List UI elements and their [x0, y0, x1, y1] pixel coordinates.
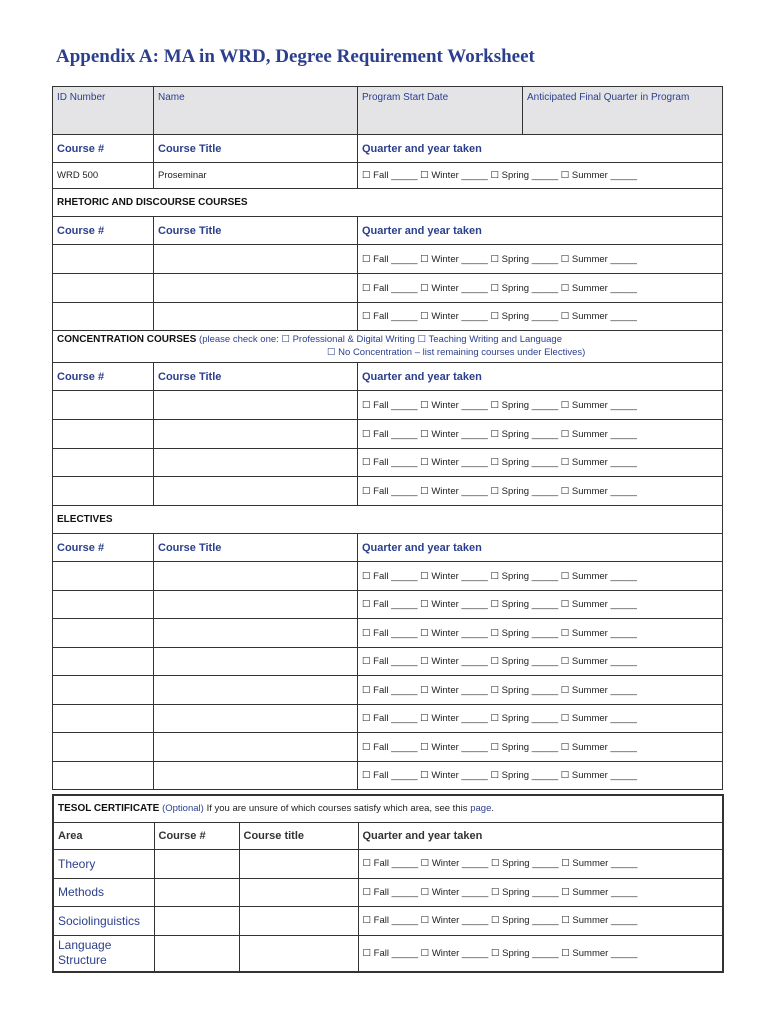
course-num-cell[interactable]: [154, 849, 239, 878]
course-num-cell[interactable]: [53, 420, 154, 449]
course-num-cell: WRD 500: [53, 163, 154, 189]
course-num-cell[interactable]: [53, 676, 154, 705]
course-num-header: Course #: [154, 822, 239, 849]
quarter-checkboxes[interactable]: ☐ Fall _____ ☐ Winter _____ ☐ Spring _____ ☐ Summer _____: [358, 906, 723, 935]
course-title-header: Course Title: [154, 363, 358, 391]
page-title: Appendix A: MA in WRD, Degree Requirement Worksheet: [56, 46, 535, 67]
tesol-table: [52, 794, 724, 973]
name-cell[interactable]: [154, 87, 358, 135]
table-row: [53, 619, 723, 648]
table-row: [53, 705, 723, 733]
course-title-cell[interactable]: [154, 245, 358, 274]
electives-section-label: ELECTIVES: [53, 506, 723, 534]
course-num-header: Course #: [53, 363, 154, 391]
table-row: [53, 274, 723, 303]
quarter-checkboxes[interactable]: ☐ Fall _____ ☐ Winter _____ ☐ Spring _____ ☐ Summer _____: [358, 562, 723, 591]
course-title-cell[interactable]: [154, 449, 358, 477]
quarter-checkboxes[interactable]: ☐ Fall _____ ☐ Winter _____ ☐ Spring _____ ☐ Summer _____: [358, 733, 723, 762]
course-num-header: Course #: [53, 534, 154, 562]
table-row: [53, 420, 723, 449]
quarter-checkboxes[interactable]: ☐ Fall _____ ☐ Winter _____ ☐ Spring _____ ☐ Summer _____: [358, 303, 723, 331]
course-title-header: Course title: [239, 822, 358, 849]
course-title-cell[interactable]: [154, 420, 358, 449]
table-row: [53, 906, 723, 935]
quarter-checkboxes[interactable]: ☐ Fall _____ ☐ Winter _____ ☐ Spring _____ ☐ Summer _____: [358, 420, 723, 449]
course-num-cell[interactable]: [53, 391, 154, 420]
quarter-checkboxes[interactable]: ☐ Fall _____ ☐ Winter _____ ☐ Spring _____ ☐ Summer _____: [358, 245, 723, 274]
quarter-checkboxes[interactable]: ☐ Fall _____ ☐ Winter _____ ☐ Spring _____ ☐ Summer _____: [358, 274, 723, 303]
course-title-cell[interactable]: [239, 935, 358, 972]
course-num-cell[interactable]: [53, 477, 154, 506]
course-title-header: Course Title: [154, 217, 358, 245]
quarter-checkboxes[interactable]: ☐ Fall _____ ☐ Winter _____ ☐ Spring _____ ☐ Summer _____: [358, 163, 723, 189]
rhetoric-section-label: RHETORIC AND DISCOURSE COURSES: [53, 189, 723, 217]
table-row: [53, 449, 723, 477]
course-title-cell: Proseminar: [154, 163, 358, 189]
area-theory: Theory: [53, 849, 154, 878]
quarter-header: Quarter and year taken: [358, 822, 723, 849]
quarter-header: Quarter and year taken: [358, 217, 723, 245]
course-num-cell[interactable]: [53, 648, 154, 676]
course-title-cell[interactable]: [154, 762, 358, 790]
course-title-cell[interactable]: [154, 733, 358, 762]
course-title-cell[interactable]: [239, 878, 358, 906]
course-num-cell[interactable]: [53, 303, 154, 331]
course-title-cell[interactable]: [154, 705, 358, 733]
tesol-note: If you are unsure of which courses satisfy which area, see this: [206, 803, 468, 815]
course-title-cell[interactable]: [154, 619, 358, 648]
no-concentration-option[interactable]: ☐ No Concentration – list remaining courses under Electives): [327, 347, 586, 358]
course-title-cell[interactable]: [154, 391, 358, 420]
course-title-header: Course Title: [154, 135, 358, 163]
course-title-cell[interactable]: [154, 591, 358, 619]
quarter-header: Quarter and year taken: [358, 363, 723, 391]
id-number-label: ID Number: [57, 92, 106, 103]
course-title-cell[interactable]: [154, 676, 358, 705]
concentration-section-label: CONCENTRATION COURSES: [57, 334, 197, 345]
quarter-checkboxes[interactable]: ☐ Fall _____ ☐ Winter _____ ☐ Spring _____ ☐ Summer _____: [358, 705, 723, 733]
tesol-optional: (Optional): [162, 803, 204, 815]
name-label: Name: [158, 92, 185, 103]
table-row: [53, 562, 723, 591]
quarter-checkboxes[interactable]: ☐ Fall _____ ☐ Winter _____ ☐ Spring _____ ☐ Summer _____: [358, 762, 723, 790]
course-title-header: Course Title: [154, 534, 358, 562]
table-row: [53, 878, 723, 906]
course-num-cell[interactable]: [154, 878, 239, 906]
quarter-checkboxes[interactable]: ☐ Fall _____ ☐ Winter _____ ☐ Spring _____ ☐ Summer _____: [358, 849, 723, 878]
concentration-section: [53, 331, 723, 363]
table-row: [53, 762, 723, 790]
course-num-cell[interactable]: [53, 562, 154, 591]
course-title-cell[interactable]: [154, 303, 358, 331]
start-date-cell[interactable]: [358, 87, 523, 135]
course-num-cell[interactable]: [53, 619, 154, 648]
course-title-cell[interactable]: [154, 477, 358, 506]
course-num-header: Course #: [53, 135, 154, 163]
table-row: [53, 245, 723, 274]
worksheet-table: [52, 86, 723, 790]
course-num-cell[interactable]: [53, 762, 154, 790]
course-num-cell[interactable]: [53, 591, 154, 619]
course-num-cell[interactable]: [53, 449, 154, 477]
course-title-cell[interactable]: [154, 648, 358, 676]
start-date-label: Program Start Date: [362, 92, 449, 103]
quarter-checkboxes[interactable]: ☐ Fall _____ ☐ Winter _____ ☐ Spring _____ ☐ Summer _____: [358, 935, 723, 972]
course-title-cell[interactable]: [154, 562, 358, 591]
quarter-header: Quarter and year taken: [358, 135, 723, 163]
course-num-cell[interactable]: [154, 906, 239, 935]
course-num-cell[interactable]: [154, 935, 239, 972]
course-title-cell[interactable]: [239, 849, 358, 878]
course-title-cell[interactable]: [239, 906, 358, 935]
table-row: [53, 733, 723, 762]
area-sociolinguistics: Sociolinguistics: [53, 906, 154, 935]
quarter-checkboxes[interactable]: ☐ Fall _____ ☐ Winter _____ ☐ Spring _____ ☐ Summer _____: [358, 676, 723, 705]
quarter-checkboxes[interactable]: ☐ Fall _____ ☐ Winter _____ ☐ Spring _____ ☐ Summer _____: [358, 878, 723, 906]
table-row: [53, 591, 723, 619]
tesol-title: TESOL CERTIFICATE: [58, 803, 160, 815]
quarter-header: Quarter and year taken: [358, 534, 723, 562]
area-header: Area: [53, 822, 154, 849]
course-num-cell[interactable]: [53, 733, 154, 762]
quarter-checkboxes[interactable]: ☐ Fall _____ ☐ Winter _____ ☐ Spring _____ ☐ Summer _____: [358, 391, 723, 420]
course-num-cell[interactable]: [53, 274, 154, 303]
table-row: [53, 303, 723, 331]
course-num-cell[interactable]: [53, 245, 154, 274]
quarter-checkboxes[interactable]: ☐ Fall _____ ☐ Winter _____ ☐ Spring _____ ☐ Summer _____: [358, 619, 723, 648]
table-row: [53, 935, 723, 972]
course-num-cell[interactable]: [53, 705, 154, 733]
final-quarter-cell[interactable]: [523, 87, 723, 135]
course-num-header: Course #: [53, 217, 154, 245]
table-row: [53, 849, 723, 878]
quarter-checkboxes[interactable]: ☐ Fall _____ ☐ Winter _____ ☐ Spring _____ ☐ Summer _____: [358, 591, 723, 619]
course-title-cell[interactable]: [154, 274, 358, 303]
quarter-checkboxes[interactable]: ☐ Fall _____ ☐ Winter _____ ☐ Spring _____ ☐ Summer _____: [358, 648, 723, 676]
table-row: [53, 648, 723, 676]
table-row: [53, 391, 723, 420]
final-quarter-label: Anticipated Final Quarter in Program: [527, 92, 690, 103]
quarter-checkboxes[interactable]: ☐ Fall _____ ☐ Winter _____ ☐ Spring _____ ☐ Summer _____: [358, 449, 723, 477]
quarter-checkboxes[interactable]: ☐ Fall _____ ☐ Winter _____ ☐ Spring _____ ☐ Summer _____: [358, 477, 723, 506]
area-language-structure: Language Structure: [53, 935, 154, 972]
tesol-page-link[interactable]: page: [470, 803, 492, 815]
concentration-note[interactable]: (please check one: ☐ Professional & Digital Writing ☐ Teaching Writing and Language: [199, 334, 562, 345]
table-row: [53, 676, 723, 705]
table-row: [53, 477, 723, 506]
area-methods: Methods: [53, 878, 154, 906]
id-number-cell[interactable]: [53, 87, 154, 135]
tesol-header: TESOL CERTIFICATE (Optional) If you are unsure of which courses satisfy which area, see this page.: [53, 795, 723, 822]
